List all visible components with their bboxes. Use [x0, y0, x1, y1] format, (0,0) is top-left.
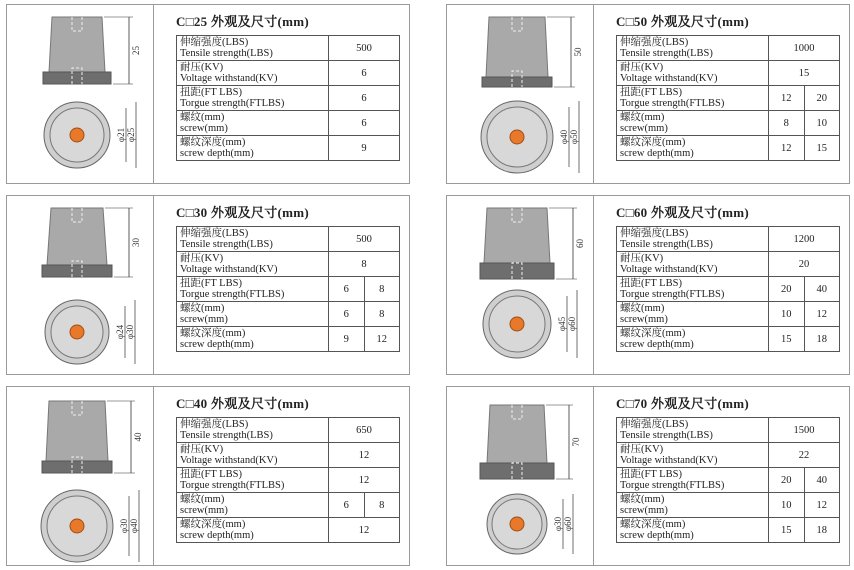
spec-value: 15 — [769, 518, 805, 543]
label-en: screw(mm) — [180, 123, 228, 134]
label-en: screw depth(mm) — [180, 339, 254, 350]
spec-value: 8 — [364, 493, 400, 518]
spec-value: 20 — [769, 277, 805, 302]
label-cn: 螺纹(mm) — [180, 303, 225, 314]
spec-value: 12 — [329, 468, 400, 493]
card-divider — [153, 387, 154, 565]
thread-core-circle — [510, 317, 524, 331]
spec-value: 10 — [769, 493, 805, 518]
spec-row-tensile — [617, 36, 840, 61]
insulator-drawing — [447, 196, 593, 374]
spec-row-tensile — [177, 418, 400, 443]
spec-row-screw — [177, 302, 400, 327]
spec-label — [177, 493, 329, 518]
card-c40 — [6, 386, 410, 566]
insulator-body-shape — [49, 17, 105, 72]
spec-value: 20 — [804, 86, 840, 111]
label-cn: 耐压(KV) — [180, 253, 224, 264]
spec-label — [177, 443, 329, 468]
label-cn: 螺纹深度(mm) — [180, 519, 246, 530]
spec-label — [617, 36, 769, 61]
spec-value: 12 — [364, 327, 400, 352]
card-divider — [153, 5, 154, 183]
spec-value: 500 — [329, 36, 400, 61]
label-en: Voltage withstand(KV) — [620, 264, 718, 275]
label-cn: 螺纹(mm) — [180, 494, 225, 505]
label-en: Tensile strength(LBS) — [620, 48, 713, 59]
spec-value: 8 — [329, 252, 400, 277]
label-en: screw depth(mm) — [620, 339, 694, 350]
label-en: Tensile strength(LBS) — [180, 430, 273, 441]
spec-row-screw — [617, 302, 840, 327]
spec-label — [177, 418, 329, 443]
inner-diameter-label: φ30 — [119, 518, 129, 534]
spec-label — [617, 252, 769, 277]
label-en: Tensile strength(LBS) — [620, 430, 713, 441]
spec-label — [617, 468, 769, 493]
spec-row-voltage — [617, 61, 840, 86]
outer-diameter-label: φ60 — [567, 316, 577, 332]
label-en: Voltage withstand(KV) — [180, 73, 278, 84]
label-cn: 耐压(KV) — [620, 444, 664, 455]
spec-label — [617, 518, 769, 543]
spec-value: 22 — [769, 443, 840, 468]
card-divider — [593, 5, 594, 183]
label-cn: 伸缩强度(LBS) — [180, 228, 249, 239]
card-title: C□60 外观及尺寸(mm) — [616, 205, 750, 220]
insulator-drawing — [7, 5, 153, 183]
thread-core-circle — [70, 128, 84, 142]
label-cn: 扭距(FT LBS) — [180, 469, 242, 480]
outer-diameter-label: φ25 — [126, 127, 136, 143]
label-en: Tensile strength(LBS) — [180, 48, 273, 59]
label-en: screw(mm) — [180, 314, 228, 325]
label-cn: 螺纹深度(mm) — [620, 519, 686, 530]
spec-row-depth — [617, 518, 840, 543]
spec-row-depth — [177, 136, 400, 161]
spec-row-voltage — [617, 443, 840, 468]
insulator-base-shape — [42, 265, 112, 277]
label-cn: 耐压(KV) — [180, 444, 224, 455]
spec-value: 6 — [329, 61, 400, 86]
label-en: Torgue strength(FTLBS) — [620, 480, 725, 491]
spec-value: 12 — [804, 302, 840, 327]
label-en: Torgue strength(FTLBS) — [180, 98, 285, 109]
insulator-base-shape — [482, 77, 552, 87]
spec-row-tensile — [617, 418, 840, 443]
spec-value: 40 — [804, 277, 840, 302]
spec-value: 15 — [769, 61, 840, 86]
card-c30 — [6, 195, 410, 375]
spec-label — [617, 111, 769, 136]
label-en: Voltage withstand(KV) — [620, 73, 718, 84]
spec-row-torque — [177, 277, 400, 302]
label-en: screw depth(mm) — [620, 530, 694, 541]
spec-value: 12 — [329, 518, 400, 543]
spec-value: 9 — [329, 136, 400, 161]
spec-value: 6 — [329, 302, 365, 327]
thread-core-circle — [70, 325, 84, 339]
spec-row-screw — [177, 111, 400, 136]
height-label: 60 — [575, 239, 585, 248]
spec-value: 20 — [769, 252, 840, 277]
spec-value: 1200 — [769, 227, 840, 252]
spec-label — [177, 111, 329, 136]
spec-row-screw — [617, 493, 840, 518]
spec-value: 1000 — [769, 36, 840, 61]
spec-label — [177, 327, 329, 352]
card-c25 — [6, 4, 410, 184]
spec-label — [177, 61, 329, 86]
spec-value: 10 — [769, 302, 805, 327]
spec-label — [617, 227, 769, 252]
spec-row-screw — [617, 111, 840, 136]
card-divider — [153, 196, 154, 374]
spec-row-depth — [177, 327, 400, 352]
spec-value: 12 — [329, 443, 400, 468]
label-cn: 伸缩强度(LBS) — [620, 228, 689, 239]
label-en: Voltage withstand(KV) — [620, 455, 718, 466]
spec-label — [617, 136, 769, 161]
spec-table — [616, 35, 840, 161]
spec-value: 500 — [329, 227, 400, 252]
spec-value: 6 — [329, 86, 400, 111]
spec-table — [176, 35, 400, 161]
spec-row-screw — [177, 493, 400, 518]
outer-diameter-label: φ60 — [563, 516, 573, 532]
spec-row-torque — [617, 277, 840, 302]
spec-row-depth — [177, 518, 400, 543]
label-cn: 螺纹(mm) — [620, 494, 665, 505]
label-en: Tensile strength(LBS) — [180, 239, 273, 250]
spec-label — [177, 86, 329, 111]
spec-label — [617, 418, 769, 443]
spec-row-torque — [177, 86, 400, 111]
outer-diameter-label: φ50 — [569, 129, 579, 145]
insulator-body-shape — [486, 17, 548, 77]
spec-value: 40 — [804, 468, 840, 493]
label-cn: 耐压(KV) — [180, 62, 224, 73]
card-title: C□25 外观及尺寸(mm) — [176, 14, 310, 29]
spec-value: 12 — [769, 86, 805, 111]
insulator-body-shape — [47, 208, 107, 265]
insulator-drawing — [7, 196, 153, 374]
label-cn: 螺纹深度(mm) — [180, 137, 246, 148]
spec-table — [616, 417, 840, 543]
spec-value: 12 — [804, 493, 840, 518]
spec-row-voltage — [177, 443, 400, 468]
insulator-base-shape — [480, 463, 554, 479]
label-cn: 耐压(KV) — [620, 62, 664, 73]
label-cn: 螺纹深度(mm) — [620, 137, 686, 148]
card-c70 — [446, 386, 850, 566]
height-label: 30 — [131, 238, 141, 247]
spec-label — [177, 136, 329, 161]
spec-value: 6 — [329, 111, 400, 136]
label-cn: 耐压(KV) — [620, 253, 664, 264]
spec-label — [617, 86, 769, 111]
spec-row-tensile — [177, 227, 400, 252]
label-cn: 螺纹深度(mm) — [620, 328, 686, 339]
label-cn: 螺纹(mm) — [620, 112, 665, 123]
spec-row-voltage — [177, 61, 400, 86]
insulator-drawing — [7, 387, 153, 565]
insulator-base-shape — [42, 461, 112, 473]
height-label: 70 — [571, 437, 581, 447]
spec-table — [176, 417, 400, 543]
label-en: Tensile strength(LBS) — [620, 239, 713, 250]
spec-row-voltage — [617, 252, 840, 277]
spec-label — [617, 493, 769, 518]
spec-label — [177, 468, 329, 493]
spec-label — [177, 36, 329, 61]
label-en: screw depth(mm) — [620, 148, 694, 159]
insulator-drawing — [447, 5, 593, 183]
label-cn: 伸缩强度(LBS) — [180, 419, 249, 430]
spec-value: 1500 — [769, 418, 840, 443]
label-en: Torgue strength(FTLBS) — [180, 480, 285, 491]
thread-core-circle — [70, 519, 84, 533]
spec-label — [177, 518, 329, 543]
spec-row-voltage — [177, 252, 400, 277]
inner-diameter-label: φ40 — [559, 129, 569, 145]
height-label: 50 — [573, 47, 583, 57]
spec-row-torque — [617, 86, 840, 111]
spec-value: 20 — [769, 468, 805, 493]
spec-value: 8 — [364, 277, 400, 302]
label-en: screw(mm) — [620, 505, 668, 516]
spec-row-tensile — [177, 36, 400, 61]
spec-label — [617, 443, 769, 468]
card-title: C□30 外观及尺寸(mm) — [176, 205, 310, 220]
spec-value: 15 — [804, 136, 840, 161]
spec-value: 6 — [329, 277, 365, 302]
insulator-drawing — [447, 387, 593, 565]
label-en: screw(mm) — [180, 505, 228, 516]
label-en: Torgue strength(FTLBS) — [620, 289, 725, 300]
label-cn: 扭距(FT LBS) — [180, 87, 242, 98]
height-label: 25 — [131, 46, 141, 55]
label-cn: 螺纹(mm) — [620, 303, 665, 314]
spec-row-tensile — [617, 227, 840, 252]
spec-label — [617, 277, 769, 302]
spec-value: 12 — [769, 136, 805, 161]
insulator-body-shape — [484, 208, 550, 263]
card-title: C□50 外观及尺寸(mm) — [616, 14, 750, 29]
card-title: C□70 外观及尺寸(mm) — [616, 396, 750, 411]
spec-value: 6 — [329, 493, 365, 518]
label-cn: 螺纹深度(mm) — [180, 328, 246, 339]
spec-value: 18 — [804, 327, 840, 352]
spec-label — [617, 327, 769, 352]
spec-value: 8 — [364, 302, 400, 327]
spec-row-torque — [617, 468, 840, 493]
spec-value: 18 — [804, 518, 840, 543]
label-cn: 扭距(FT LBS) — [620, 87, 682, 98]
spec-row-depth — [617, 327, 840, 352]
label-cn: 伸缩强度(LBS) — [180, 37, 249, 48]
label-cn: 伸缩强度(LBS) — [620, 419, 689, 430]
thread-core-circle — [510, 517, 524, 531]
spec-value: 10 — [804, 111, 840, 136]
label-cn: 扭距(FT LBS) — [620, 278, 682, 289]
label-en: screw depth(mm) — [180, 530, 254, 541]
spec-value: 15 — [769, 327, 805, 352]
spec-value: 8 — [769, 111, 805, 136]
spec-label — [617, 302, 769, 327]
spec-label — [177, 252, 329, 277]
label-cn: 扭距(FT LBS) — [620, 469, 682, 480]
spec-table — [616, 226, 840, 352]
outer-diameter-label: φ30 — [125, 324, 135, 340]
insulator-body-shape — [487, 405, 547, 463]
card-c60 — [446, 195, 850, 375]
label-en: Voltage withstand(KV) — [180, 264, 278, 275]
label-en: Torgue strength(FTLBS) — [180, 289, 285, 300]
inner-diameter-label: φ45 — [557, 316, 567, 332]
thread-core-circle — [510, 130, 524, 144]
label-en: screw(mm) — [620, 123, 668, 134]
label-cn: 螺纹(mm) — [180, 112, 225, 123]
spec-label — [177, 302, 329, 327]
label-en: screw(mm) — [620, 314, 668, 325]
insulator-base-shape — [480, 263, 554, 279]
spec-label — [177, 277, 329, 302]
insulator-body-shape — [46, 401, 108, 461]
label-cn: 扭距(FT LBS) — [180, 278, 242, 289]
spec-table — [176, 226, 400, 352]
card-title: C□40 外观及尺寸(mm) — [176, 396, 310, 411]
inner-diameter-label: φ30 — [553, 516, 563, 532]
outer-diameter-label: φ40 — [129, 518, 139, 534]
card-divider — [593, 196, 594, 374]
inner-diameter-label: φ21 — [116, 127, 126, 143]
spec-label — [177, 227, 329, 252]
card-divider — [593, 387, 594, 565]
card-c50 — [446, 4, 850, 184]
insulator-base-shape — [43, 72, 111, 84]
spec-value: 9 — [329, 327, 365, 352]
label-en: Torgue strength(FTLBS) — [620, 98, 725, 109]
spec-value: 650 — [329, 418, 400, 443]
inner-diameter-label: φ24 — [115, 324, 125, 340]
label-en: screw depth(mm) — [180, 148, 254, 159]
label-en: Voltage withstand(KV) — [180, 455, 278, 466]
height-label: 40 — [133, 432, 143, 442]
spec-label — [617, 61, 769, 86]
label-cn: 伸缩强度(LBS) — [620, 37, 689, 48]
spec-row-depth — [617, 136, 840, 161]
spec-row-torque — [177, 468, 400, 493]
